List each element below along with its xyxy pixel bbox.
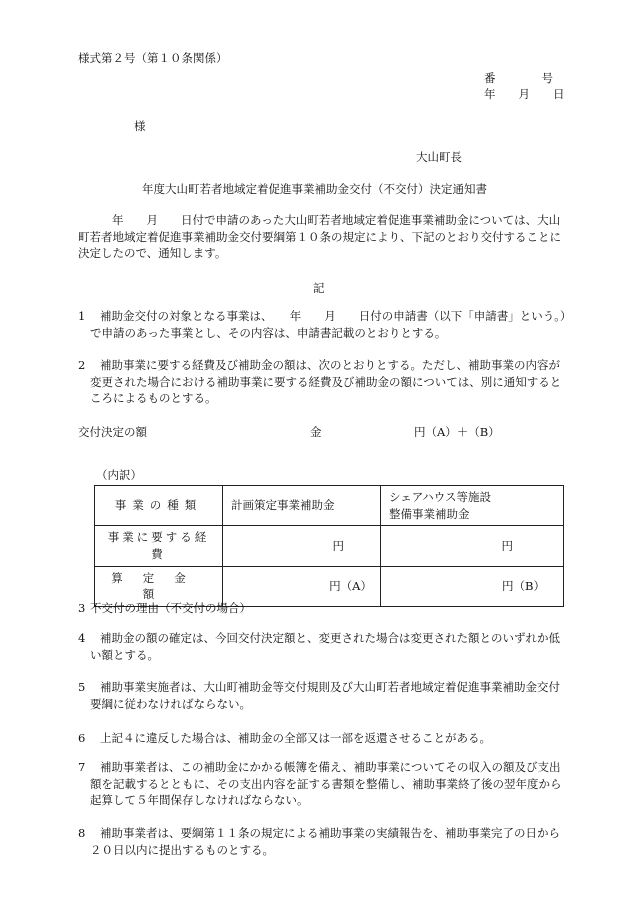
row-col2: 円（B）: [380, 566, 563, 606]
item-text: 補助事業者は、この補助金にかかる帳簿を備え、補助事業についてその収入の額及び支出額を記載するとともに、その支出内容を証する書類を整備し、補助事業終了後の翌年度から起算して５年間保存しなければならない。: [90, 760, 562, 808]
grant-decision-amount: 円（A）＋（B）: [414, 425, 500, 439]
item-text: 不交付の理由（不交付の場合）: [90, 601, 251, 615]
intro-paragraph: 年 月 日付で申請のあった大山町若者地域定着促進事業補助金については、大山町若者地域定着促進事業補助金交付要綱第１０条の規定により、下記のとおり交付することに決定したので、通知します。: [78, 213, 561, 261]
header-col2-line2: 整備事業補助金: [388, 506, 470, 521]
sender-name: 大山町長: [416, 150, 462, 164]
item-number: 7: [78, 760, 86, 774]
item-8: [78, 825, 568, 858]
item-text: 補助事業実施者は、大山町補助金等交付規則及び大山町若者地域定着促進事業補助金交付要綱に従わなければならない。: [90, 680, 560, 711]
header-label: 事業の種類: [95, 486, 223, 526]
breakdown-table: [94, 485, 564, 607]
item-number: 5: [78, 680, 86, 694]
item-text: 補助事業に要する経費及び補助金の額は、次のとおりとする。ただし、補助事業の内容が変更された場合における補助事業に要する経費及び補助金の額については、別に通知するところによるものとする。: [90, 358, 562, 406]
header-col2-line1: シェアハウス等施設: [388, 490, 491, 504]
item-text: 補助金交付の対象となる事業は、 年 月 日付の申請書（以下「申請書」という。）で申請のあった事業とし、その内容は、申請書記載のとおりとする。: [90, 309, 566, 340]
item-1: [78, 308, 568, 341]
item-3: [78, 600, 568, 617]
ki-heading: 記: [313, 281, 325, 295]
item-text: 上記４に違反した場合は、補助金の全部又は一部を返還させることがある。: [100, 731, 491, 745]
breakdown-caption: （内訳）: [96, 468, 142, 482]
item-number: 4: [78, 631, 86, 645]
date-label: 年 月 日: [484, 87, 565, 101]
row-col2: 円: [380, 526, 563, 566]
row-col1: 円: [222, 526, 380, 566]
row-label: 算定金額: [95, 566, 223, 606]
form-number: 様式第２号（第１０条関係）: [78, 51, 228, 65]
item-number: 8: [78, 826, 86, 840]
item-2: [78, 357, 568, 407]
item-6: [78, 730, 568, 747]
item-7: [78, 759, 568, 809]
item-number: 2: [78, 358, 86, 372]
table-header-row: [95, 486, 564, 526]
table-row: [95, 526, 564, 566]
grant-decision-kin: 金: [310, 425, 322, 439]
header-col1: 計画策定事業補助金: [222, 486, 380, 526]
item-5: [78, 679, 568, 712]
item-number: 6: [78, 731, 86, 745]
item-number: 3: [78, 601, 86, 615]
item-text: 補助事業者は、要綱第１１条の規定による補助事業の実績報告を、補助事業完了の日から２０日以内に提出するものとする。: [90, 826, 560, 857]
item-4: [78, 630, 568, 663]
item-number: 1: [78, 309, 86, 323]
row-label: 事業に要する経費: [95, 526, 223, 566]
row-col1: 円（A）: [222, 566, 380, 606]
addressee-suffix: 様: [134, 119, 146, 133]
grant-decision-label: 交付決定の額: [78, 425, 147, 439]
item-text: 補助金の額の確定は、今回交付決定額と、変更された場合は変更された額とのいずれか低い額とする。: [90, 631, 560, 662]
header-col2: [380, 486, 563, 526]
document-number-label: 番 号: [484, 71, 553, 85]
document-title: 年度大山町若者地域定着促進事業補助金交付（不交付）決定通知書: [142, 182, 487, 196]
